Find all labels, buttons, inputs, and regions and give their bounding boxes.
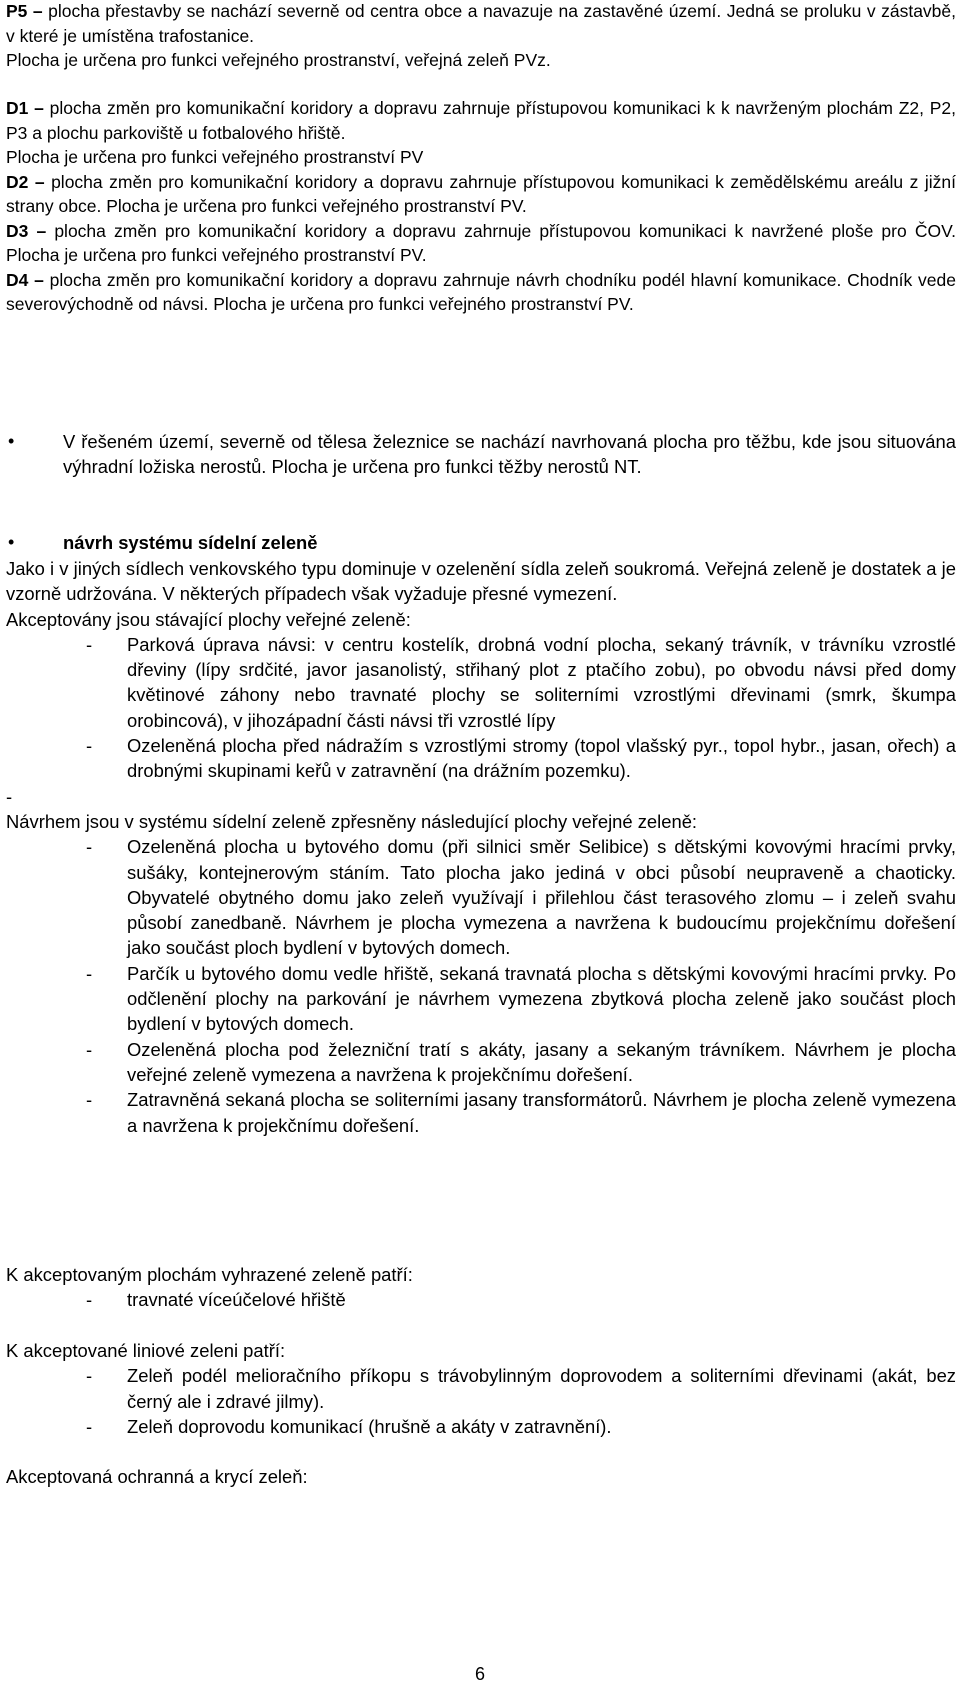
paragraph-d2 [6,170,956,219]
list-item [6,1287,956,1312]
list-dash: - [86,1415,93,1437]
list-item-text: Ozeleněná plocha před nádražím s vzrostlými stromy (topol vlašský pyr., topol hybr., jasan, ořech) a drobnými skupinami keřů v zatravnění (na drážním pozemku). [127,735,956,782]
list-item [6,1037,956,1088]
text-d1: plocha změn pro komunikační koridory a dopravu zahrnuje přístupovou komunikaci k k navrženým plochám Z2, P2, P3 a plochu parkoviště u fotbalového hřiště. [6,98,957,143]
list-item [6,1363,956,1414]
purpose-d1: Plocha je určena pro funkci veřejného prostranství PV [6,147,424,167]
paragraph-d4 [6,268,956,317]
list-dash: - [86,1038,93,1060]
text-p5: plocha přestavby se nachází severně od centra obce a navazuje na zastavěné území. Jedná se proluku v zástavbě, v které je umístěna trafostanice. [6,1,957,46]
green-intro: Jako i v jiných sídlech venkovského typu dominuje v ozelenění sídla zeleň soukromá. Veřejná zeleně je dostatek a je vzorně udržována. V některých případech však vyžaduje přesné vymezení. [6,558,956,605]
accepted-heading: Akceptovány jsou stávající plochy veřejné zeleně: [6,608,411,630]
text-d2: plocha změn pro komunikační koridory a dopravu zahrnuje přístupovou komunikaci k zemědělskému areálu z jižní strany obce. Plocha je určena pro funkci veřejného prostranství PV. [6,171,956,216]
list-item [6,961,956,1037]
section-protective-green [6,1464,956,1489]
list-item-text: Zatravněná sekaná plocha se soliterními jasany transformátorů. Návrhem je plocha zeleně vymezena a navržena k projekčnímu dořešení. [127,1089,956,1136]
empty-dash-line [6,784,956,809]
paragraph-d1 [6,96,956,145]
section-reserved-green [6,1262,956,1313]
code-p5: P5 – [6,1,43,21]
list-item-text: Parková úprava návsi: v centru kostelík, drobná vodní plocha, sekaný trávník, v trávníku vzrostlé dřeviny (lípy srdčité, javor jasanolistý, střihaný plot z ptačího zobu), po obvodu návsi před domy květinové záhony nebo travnaté plochy se soliterními vzrostlými dřevinami (smrk, škumpa orobincová), v jihozápadní části návsi tři vzrostlé lípy [127,633,956,731]
proposed-heading: Návrhem jsou v systému sídelní zeleně zpřesněny následující plochy veřejné zeleně: [6,810,698,832]
bullet-symbol: • [8,431,15,451]
code-d2: D2 – [6,171,45,192]
page-number: 6 [474,1664,485,1684]
list-dash: - [86,1089,93,1111]
list-dash: - [86,1289,93,1311]
section-green-text [6,556,956,1138]
purpose-p5: Plocha je určena pro funkci veřejného prostranství, veřejná zeleň PVz. [6,50,551,70]
mining-paragraph: V řešeném území, severně od tělesa železnice se nachází navrhovaná plocha pro těžbu, kde jsou situována výhradní ložiska nerostů. Plocha je určena pro funkci těžby nerostů NT. [63,431,956,478]
list-dash: - [86,962,93,984]
linear-heading: K akceptované liniové zeleni patří: [6,1340,286,1361]
list-item-text: Zeleň podél melioračního příkopu s trávobylinným doprovodem a soliterními dřevinami (akát, bez černý ale i zdravé jilmy). [127,1365,956,1412]
code-d1: D1 – [6,98,44,118]
protective-heading: Akceptovaná ochranná a krycí zeleň: [6,1466,308,1487]
list-dash: - [86,1365,93,1387]
reserved-heading: K akceptovaným plochám vyhrazené zeleně patří: [6,1264,413,1285]
list-item [6,733,956,784]
bullet-green-system [6,530,956,555]
code-d3: D3 – [6,220,47,241]
bullet-mining-area [6,429,956,480]
list-item [6,632,956,733]
list-dash: - [86,633,93,655]
section-linear-green [6,1338,956,1439]
list-item-text: Ozeleněná plocha u bytového domu (při silnici směr Selibice) s dětskými kovovými hracími prvky, sušáky, kontejnerovým stáním. Tato plocha jako jediná v obci působí neupraveně a chaoticky. Obyvatelé obytného domu jako zeleň využívají i přilehlou část terasového zlomu – i zeleň svahu působí zanedbaně. Návrhem je plocha vymezena a navržena k budoucímu projekčnímu dořešení jako součást ploch bydlení v bytových domech. [127,836,956,959]
list-item-text: Ozeleněná plocha pod železniční tratí s akáty, jasany a sekaným trávníkem. Návrhem je plocha veřejné zeleně vymezena a navržena k projekčnímu dořešení. [127,1038,956,1085]
code-d4: D4 – [6,269,44,290]
paragraph-d3 [6,219,956,268]
list-item [6,834,956,960]
list-dash: - [6,785,13,807]
list-item [6,1414,956,1439]
list-item-text: travnaté víceúčelové hřiště [127,1289,346,1311]
text-d3: plocha změn pro komunikační koridory a dopravu zahrnuje přístupovou komunikaci k navržené ploše pro ČOV. Plocha je určena pro funkci veřejného prostranství PV. [6,220,957,265]
green-system-heading: návrh systému sídelní zeleně [63,532,318,553]
section-p5 [6,0,956,73]
list-item [6,1087,956,1138]
list-item-text: Parčík u bytového domu vedle hřiště, sekaná travnatá plocha s dětskými kovovými hracími prvky. Po odčlenění plochy na parkování je návrhem vymezena zbytková plocha zeleně jako součást ploch bydlení v bytových domech. [127,962,956,1035]
section-transport-areas [6,96,956,317]
list-dash: - [86,735,93,757]
list-item-text: Zeleň doprovodu komunikací (hrušně a akáty v zatravnění). [127,1415,612,1437]
paragraph-p5 [6,0,956,48]
list-dash: - [86,836,93,858]
bullet-symbol: • [8,532,15,552]
text-d4: plocha změn pro komunikační koridory a dopravu zahrnuje návrh chodníku podél hlavní komunikace. Chodník vede severovýchodně od návsi. Plocha je určena pro funkci veřejného prostranství PV. [6,269,956,314]
